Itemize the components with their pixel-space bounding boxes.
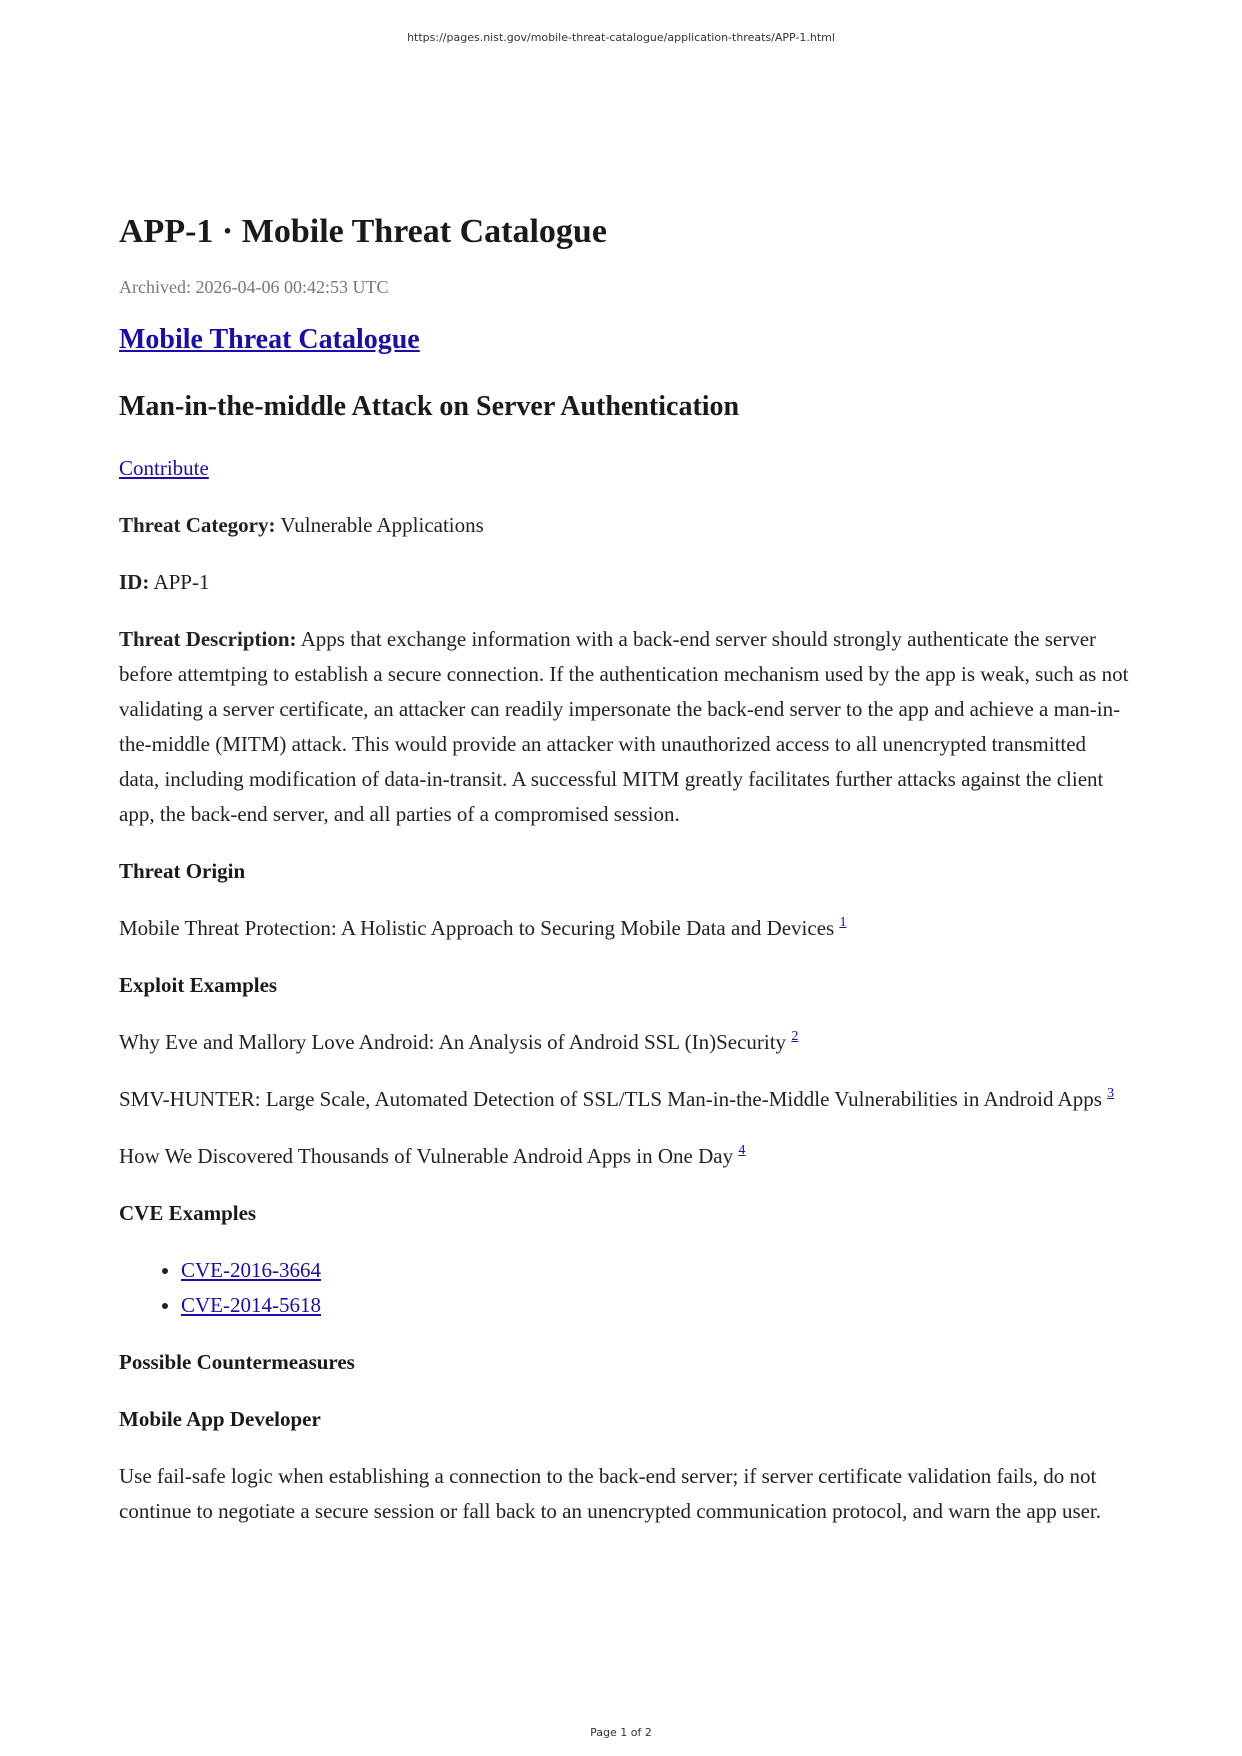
threat-description-value: Apps that exchange information with a back-end server should strongly authenticate the server before attemtping to establish a secure connection. If the authentication mechanism used by the app is weak, such as not validating a server certificate, an attacker can readily impersonate the back-end server to the app and achieve a man-in-the-middle (MITM) attack. This would provide an attacker with unauthorized access to all unencrypted transmitted data, including modification of data-in-transit. A successful MITM greatly facilitates further attacks against the client app, the back-end server, and all parties of a compromised session. [119, 627, 1129, 826]
site-home-link[interactable]: Mobile Threat Catalogue [119, 324, 420, 355]
cve-link[interactable]: CVE-2016-3664 [181, 1258, 321, 1282]
threat-id-value: APP-1 [153, 570, 210, 594]
contribute-row [119, 451, 1129, 486]
threat-category-field [119, 508, 1129, 543]
print-header-url: https://pages.nist.gov/mobile-threat-catalogue/application-threats/APP-1.html [407, 31, 835, 44]
page-title: APP-1 · Mobile Threat Catalogue [119, 213, 607, 250]
threat-description-field [119, 622, 1129, 832]
reference-link-1[interactable]: 1 [839, 915, 847, 930]
cve-link[interactable]: CVE-2014-5618 [181, 1293, 321, 1317]
list-item [181, 1253, 1129, 1288]
threat-origin-item [119, 911, 1129, 946]
exploit-item [119, 1082, 1129, 1117]
app-developer-subheading: Mobile App Developer [119, 1407, 321, 1431]
reference-link-2[interactable]: 2 [791, 1029, 799, 1044]
threat-id-label: ID: [119, 570, 150, 594]
cve-list [119, 1253, 1129, 1323]
print-footer-page-number: Page 1 of 2 [590, 1726, 652, 1739]
threat-title: Man-in-the-middle Attack on Server Authentication [119, 391, 740, 422]
archived-timestamp: Archived: 2026-04-06 00:42:53 UTC [119, 277, 389, 297]
threat-category-value: Vulnerable Applications [280, 513, 484, 537]
exploit-item [119, 1025, 1129, 1060]
threat-origin-heading: Threat Origin [119, 859, 246, 883]
reference-link-3[interactable]: 3 [1107, 1086, 1115, 1101]
cve-examples-heading: CVE Examples [119, 1201, 257, 1225]
exploit-item-text: How We Discovered Thousands of Vulnerable Android Apps in One Day [119, 1144, 734, 1168]
reference-link-4[interactable]: 4 [738, 1143, 746, 1158]
list-item [181, 1288, 1129, 1323]
threat-category-label: Threat Category: [119, 513, 276, 537]
threat-description-label: Threat Description: [119, 627, 297, 651]
countermeasure-text: Use fail-safe logic when establishing a connection to the back-end server; if server certificate validation fails, do not continue to negotiate a secure session or fall back to an unencrypted communication protocol, and warn the app user. [119, 1464, 1102, 1523]
countermeasures-heading: Possible Countermeasures [119, 1350, 355, 1374]
page-content [119, 210, 1129, 1529]
threat-id-field [119, 565, 1129, 600]
exploit-item-text: Why Eve and Mallory Love Android: An Analysis of Android SSL (In)Security [119, 1030, 787, 1054]
contribute-link[interactable]: Contribute [119, 456, 209, 480]
threat-origin-text: Mobile Threat Protection: A Holistic Approach to Securing Mobile Data and Devices [119, 916, 835, 940]
exploit-item [119, 1139, 1129, 1174]
exploit-examples-heading: Exploit Examples [119, 973, 278, 997]
exploit-item-text: SMV-HUNTER: Large Scale, Automated Detection of SSL/TLS Man-in-the-Middle Vulnerabilities in Android Apps [119, 1087, 1102, 1111]
